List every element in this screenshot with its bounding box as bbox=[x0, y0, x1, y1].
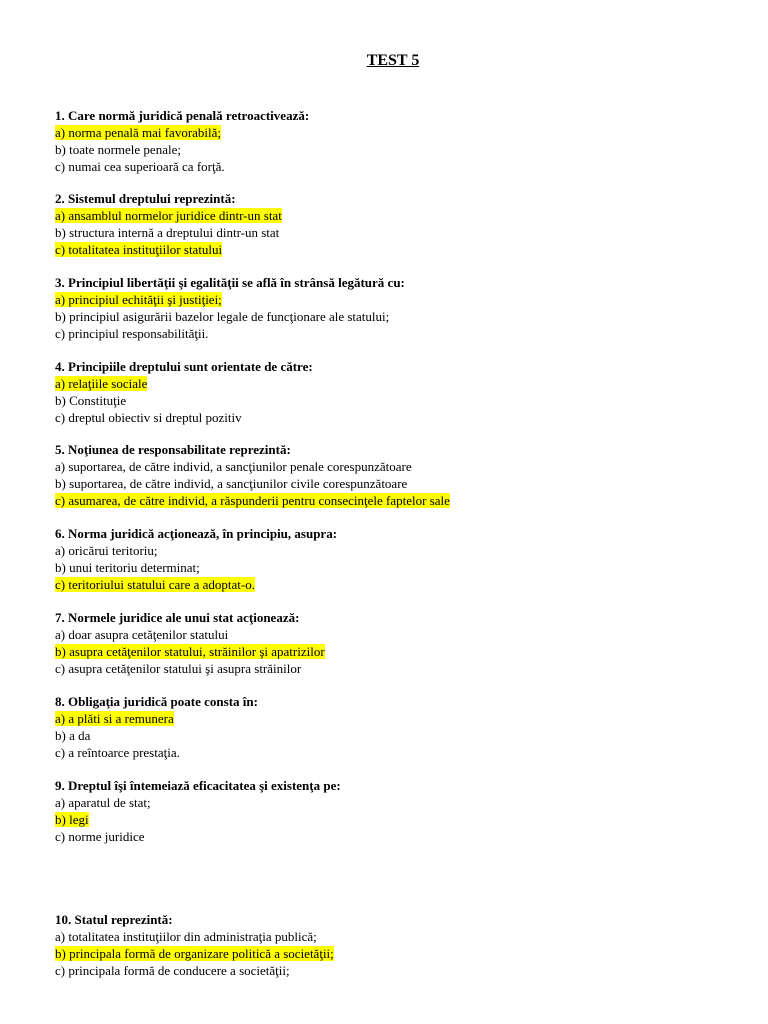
answer-option-label: c) asupra cetăţenilor statului şi asupra străinilor bbox=[55, 661, 302, 676]
answer-option bbox=[55, 962, 334, 979]
question-10 bbox=[55, 911, 334, 979]
question-number: 5. bbox=[55, 442, 65, 457]
answer-option bbox=[55, 660, 325, 677]
answer-option-label: b) structura internă a dreptului dintr-un stat bbox=[55, 225, 280, 240]
answer-option bbox=[55, 224, 282, 241]
question-heading bbox=[55, 609, 325, 626]
question-number: 6. bbox=[55, 526, 65, 541]
question-text: Sistemul dreptului reprezintă: bbox=[68, 191, 236, 206]
question-number: 1. bbox=[55, 108, 65, 123]
question-number: 10. bbox=[55, 912, 72, 927]
answer-option bbox=[55, 325, 405, 342]
answer-option bbox=[55, 141, 309, 158]
answer-option bbox=[55, 458, 450, 475]
question-text: Principiile dreptului sunt orientate de către: bbox=[68, 359, 313, 374]
answer-option-label: c) principala formă de conducere a societăţii; bbox=[55, 963, 290, 978]
answer-option-label: b) a da bbox=[55, 728, 91, 743]
question-number: 9. bbox=[55, 778, 65, 793]
answer-option-label: b) unui teritoriu determinat; bbox=[55, 560, 200, 575]
answer-option-highlighted: c) teritoriului statului care a adoptat-o. bbox=[55, 577, 255, 592]
question-text: Noţiunea de responsabilitate reprezintă: bbox=[68, 442, 291, 457]
answer-option bbox=[55, 626, 325, 643]
question-heading bbox=[55, 777, 341, 794]
answer-option bbox=[55, 124, 309, 141]
answer-option bbox=[55, 375, 313, 392]
answer-option-label: b) toate normele penale; bbox=[55, 142, 181, 157]
question-5 bbox=[55, 441, 450, 509]
answer-option-highlighted: c) totalitatea instituţiilor statului bbox=[55, 242, 223, 257]
question-heading bbox=[55, 358, 313, 375]
answer-option bbox=[55, 643, 325, 660]
answer-option bbox=[55, 794, 341, 811]
answer-option bbox=[55, 492, 450, 509]
answer-option bbox=[55, 727, 258, 744]
question-text: Care normă juridică penală retroactivează: bbox=[68, 108, 310, 123]
question-heading bbox=[55, 190, 282, 207]
question-6 bbox=[55, 525, 337, 593]
answer-option bbox=[55, 291, 405, 308]
answer-option bbox=[55, 576, 337, 593]
answer-option-label: a) aparatul de stat; bbox=[55, 795, 151, 810]
answer-option-highlighted: a) norma penală mai favorabilă; bbox=[55, 125, 222, 140]
question-heading bbox=[55, 107, 309, 124]
answer-option bbox=[55, 409, 313, 426]
answer-option-label: c) dreptul obiectiv si dreptul pozitiv bbox=[55, 410, 242, 425]
answer-option bbox=[55, 710, 258, 727]
answer-option bbox=[55, 811, 341, 828]
answer-option-label: a) totalitatea instituţiilor din administraţia publică; bbox=[55, 929, 317, 944]
question-heading bbox=[55, 274, 405, 291]
question-number: 8. bbox=[55, 694, 65, 709]
question-4 bbox=[55, 358, 313, 426]
answer-option-highlighted: a) ansamblul normelor juridice dintr-un stat bbox=[55, 208, 282, 223]
answer-option-label: a) doar asupra cetăţenilor statului bbox=[55, 627, 229, 642]
question-heading bbox=[55, 693, 258, 710]
question-text: Normele juridice ale unui stat acţionează: bbox=[68, 610, 300, 625]
page-title: TEST 5 bbox=[366, 52, 420, 69]
answer-option-label: a) oricărui teritoriu; bbox=[55, 543, 158, 558]
answer-option bbox=[55, 241, 282, 258]
question-text: Obligaţia juridică poate consta în: bbox=[68, 694, 258, 709]
answer-option-highlighted: b) legi bbox=[55, 812, 89, 827]
answer-option bbox=[55, 392, 313, 409]
question-9 bbox=[55, 777, 341, 845]
answer-option-label: c) a reîntoarce prestaţia. bbox=[55, 745, 180, 760]
answer-option-highlighted: a) principiul echităţii şi justiţiei; bbox=[55, 292, 222, 307]
question-text: Norma juridică acţionează, în principiu, asupra: bbox=[68, 526, 338, 541]
answer-option-label: b) suportarea, de către individ, a sancţiunilor civile corespunzătoare bbox=[55, 476, 408, 491]
answer-option-highlighted: b) asupra cetăţenilor statului, străinilor şi apatrizilor bbox=[55, 644, 325, 659]
answer-option bbox=[55, 744, 258, 761]
answer-option-label: c) norme juridice bbox=[55, 829, 145, 844]
answer-option bbox=[55, 928, 334, 945]
answer-option-highlighted: a) relaţiile sociale bbox=[55, 376, 148, 391]
answer-option bbox=[55, 828, 341, 845]
answer-option bbox=[55, 542, 337, 559]
question-heading bbox=[55, 911, 334, 928]
question-3 bbox=[55, 274, 405, 342]
question-text: Statul reprezintă: bbox=[74, 912, 173, 927]
question-2 bbox=[55, 190, 282, 258]
answer-option bbox=[55, 158, 309, 175]
answer-option bbox=[55, 207, 282, 224]
question-number: 3. bbox=[55, 275, 65, 290]
answer-option-label: b) Constituţie bbox=[55, 393, 127, 408]
question-text: Principiul libertăţii şi egalităţii se află în strânsă legătură cu: bbox=[68, 275, 405, 290]
answer-option bbox=[55, 945, 334, 962]
answer-option bbox=[55, 559, 337, 576]
question-heading bbox=[55, 441, 450, 458]
answer-option bbox=[55, 475, 450, 492]
question-text: Dreptul îşi întemeiază eficacitatea şi existenţa pe: bbox=[68, 778, 341, 793]
answer-option-label: a) suportarea, de către individ, a sancţiunilor penale corespunzătoare bbox=[55, 459, 412, 474]
answer-option-highlighted: a) a plăti si a remunera bbox=[55, 711, 174, 726]
answer-option-label: c) principiul responsabilităţii. bbox=[55, 326, 209, 341]
answer-option-highlighted: b) principala formă de organizare politică a societăţii; bbox=[55, 946, 334, 961]
question-number: 4. bbox=[55, 359, 65, 374]
question-7 bbox=[55, 609, 325, 677]
answer-option-highlighted: c) asumarea, de către individ, a răspunderii pentru consecinţele faptelor sale bbox=[55, 493, 450, 508]
question-number: 2. bbox=[55, 191, 65, 206]
answer-option-label: b) principiul asigurării bazelor legale de funcţionare ale statului; bbox=[55, 309, 390, 324]
question-heading bbox=[55, 525, 337, 542]
question-1 bbox=[55, 107, 309, 175]
question-8 bbox=[55, 693, 258, 761]
question-number: 7. bbox=[55, 610, 65, 625]
answer-option-label: c) numai cea superioară ca forţă. bbox=[55, 159, 225, 174]
answer-option bbox=[55, 308, 405, 325]
